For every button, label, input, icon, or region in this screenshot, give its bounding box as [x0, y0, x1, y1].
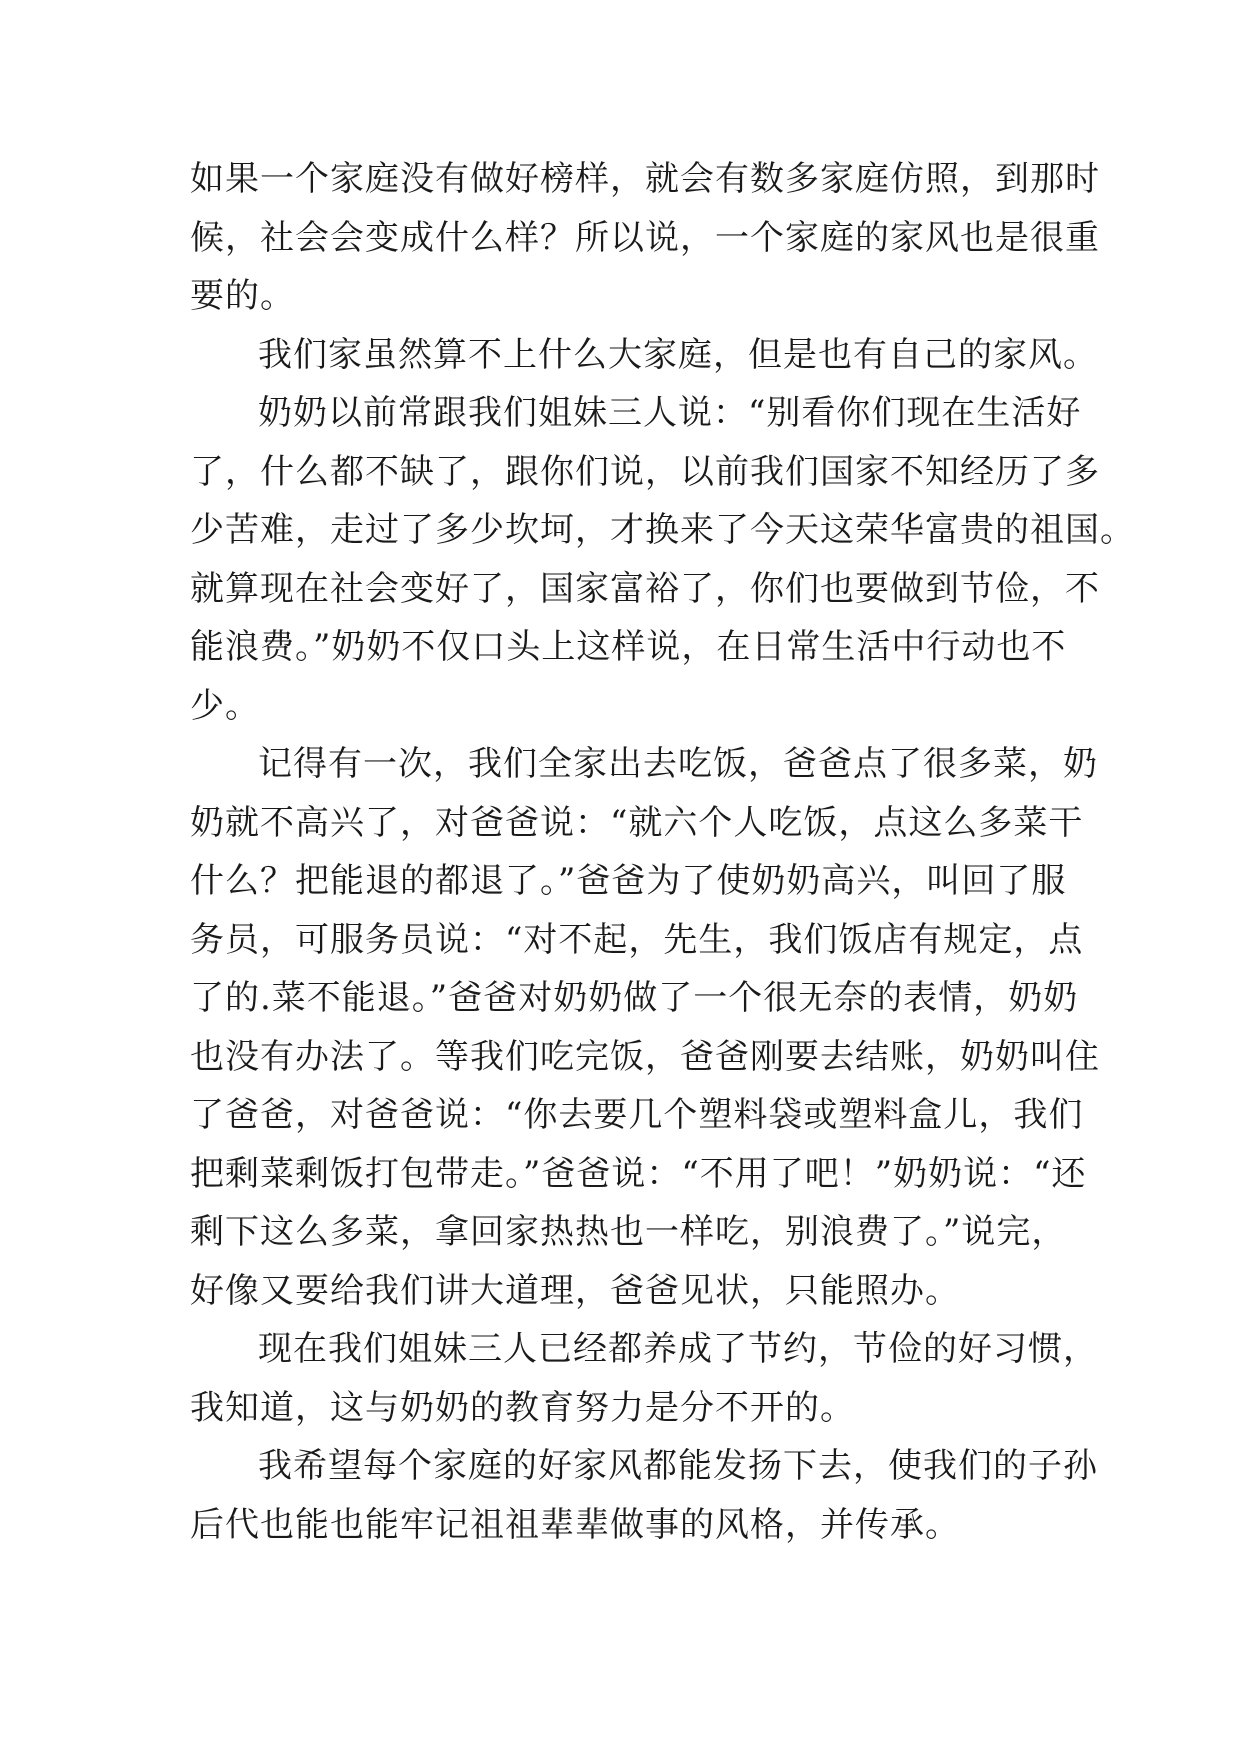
text-line: 了的.菜不能退。”爸爸对奶奶做了一个很无奈的表情，奶奶 — [190, 978, 1079, 1018]
text-line: 奶就不高兴了，对爸爸说：“就六个人吃饭，点这么多菜干 — [190, 802, 1084, 843]
paragraph-start-line: 记得有一次，我们全家出去吃饭，爸爸点了很多菜，奶 — [258, 744, 1098, 784]
text-line: 后代也能也能牢记祖祖辈辈做事的风格，并传承。 — [190, 1504, 960, 1545]
text-line: 候，社会会变成什么样？所以说，一个家庭的家风也是很重 — [190, 217, 1100, 258]
text-line: 剩下这么多菜，拿回家热热也一样吃，别浪费了。”说完， — [190, 1212, 1067, 1252]
paragraph-start-line: 我们家虽然算不上什么大家庭，但是也有自己的家风。 — [258, 334, 1098, 375]
text-line: 务员，可服务员说：“对不起，先生，我们饭店有规定，点 — [190, 919, 1084, 960]
text-line: 就算现在社会变好了，国家富裕了，你们也要做到节俭，不 — [190, 568, 1100, 609]
paragraph-start-line: 奶奶以前常跟我们姐妹三人说：“别看你们现在生活好 — [258, 393, 1082, 433]
text-line: 什么？把能退的都退了。”爸爸为了使奶奶高兴，叫回了服 — [190, 861, 1067, 901]
text-line: 了，什么都不缺了，跟你们说，以前我们国家不知经历了多 — [190, 451, 1100, 492]
text-line: 如果一个家庭没有做好榜样，就会有数多家庭仿照，到那时 — [190, 159, 1100, 199]
text-line: 把剩菜剩饭打包带走。”爸爸说：“不用了吧！”奶奶说：“还 — [190, 1153, 1087, 1194]
text-line: 少苦难，走过了多少坎坷，才换来了今天这荣华富贵的祖国。 — [190, 510, 1135, 550]
paragraph-start-line: 现在我们姐妹三人已经都养成了节约，节俭的好习惯， — [258, 1329, 1098, 1369]
text-line: 也没有办法了。等我们吃完饭，爸爸刚要去结账，奶奶叫住 — [190, 1036, 1100, 1077]
text-line: 好像又要给我们讲大道理，爸爸见状，只能照办。 — [190, 1270, 960, 1311]
text-line: 少。 — [190, 685, 260, 726]
text-line: 我知道，这与奶奶的教育努力是分不开的。 — [190, 1387, 855, 1428]
paragraph-start-line: 我希望每个家庭的好家风都能发扬下去，使我们的子孙 — [258, 1446, 1098, 1486]
text-line: 能浪费。”奶奶不仅口头上这样说，在日常生活中行动也不 — [190, 627, 1067, 667]
text-line: 要的。 — [190, 276, 295, 316]
text-line: 了爸爸，对爸爸说：“你去要几个塑料袋或塑料盒儿，我们 — [190, 1095, 1084, 1135]
body-text — [190, 150, 1135, 1554]
